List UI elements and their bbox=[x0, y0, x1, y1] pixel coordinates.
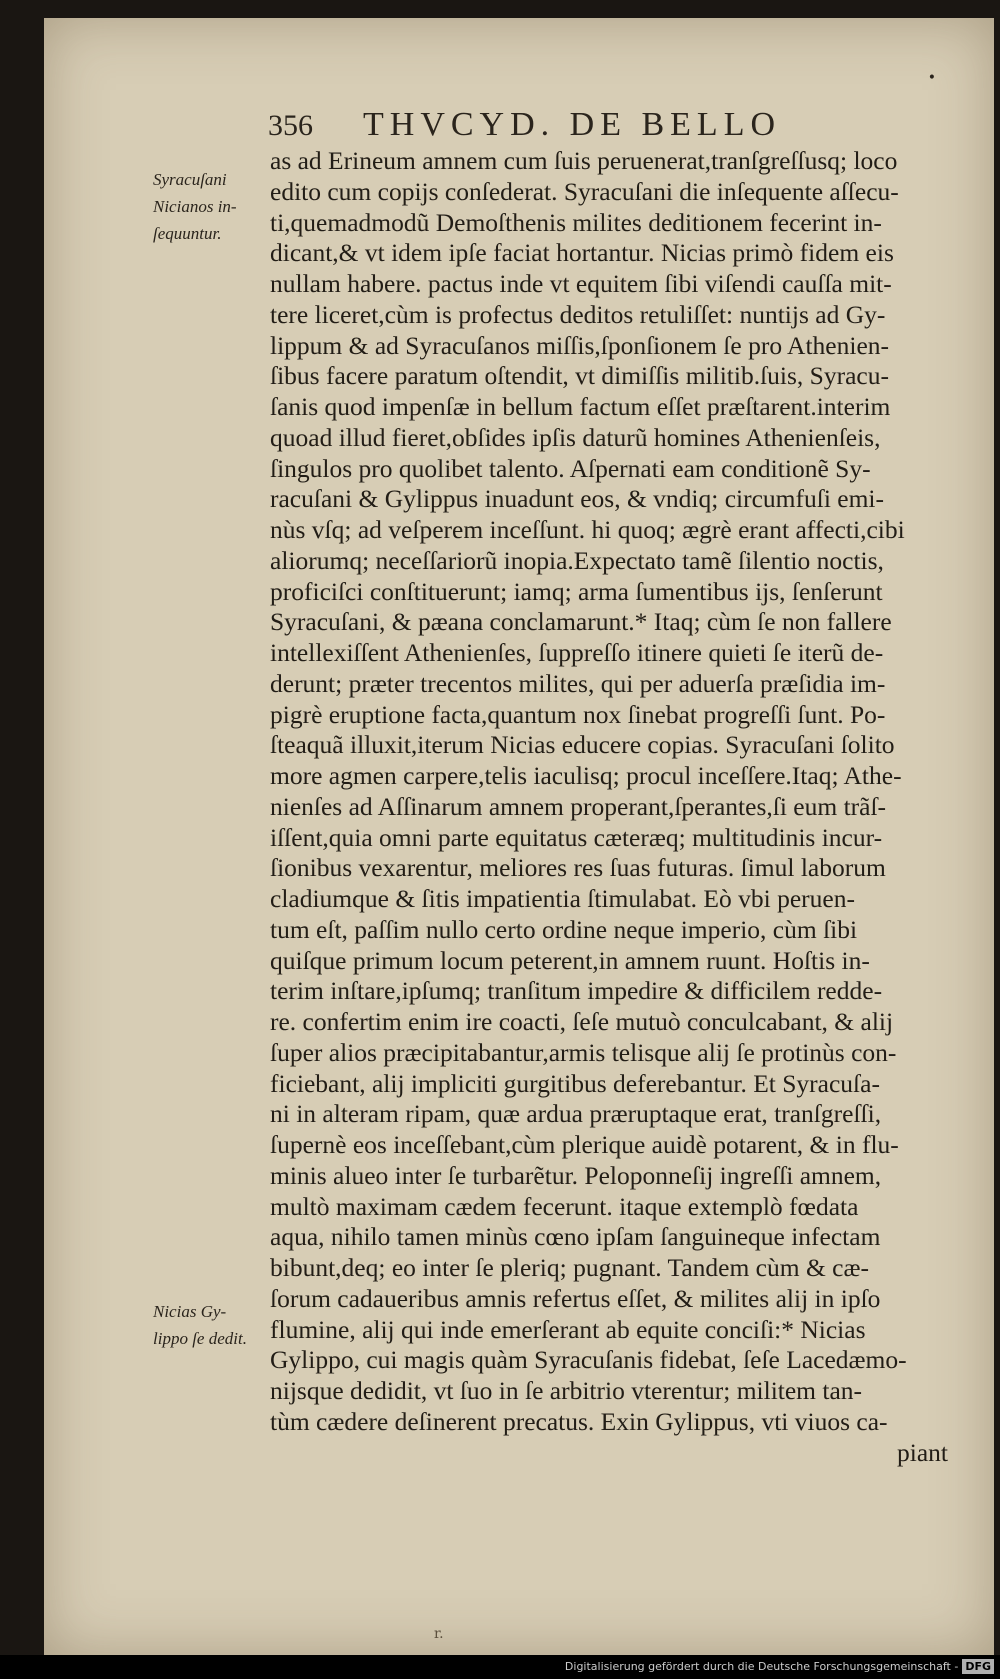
text-line: multò maximam cædem fecerunt. itaque extemplò fœdata bbox=[270, 1191, 859, 1221]
text-line: ficiebant, alij impliciti gurgitibus deferebantur. Et Syracuſa- bbox=[270, 1068, 880, 1098]
text-line: aliorumq; neceſſariorũ inopia.Expectato tamẽ ſilentio noctis, bbox=[270, 545, 884, 575]
text-line: terim inſtare,ipſumq; tranſitum impedire & difficilem redde- bbox=[270, 976, 883, 1006]
text-line: tere liceret,cùm is profectus deditos retuliſſet: nuntijs ad Gy- bbox=[270, 299, 886, 329]
dfg-logo: DFG bbox=[962, 1659, 994, 1674]
text-line: Syracuſani, & pæana conclamarunt.* Itaq; cùm ſe non fallere bbox=[270, 607, 892, 637]
text-line: tùm cædere deſinerent precatus. Exin Gylippus, vti viuos ca- bbox=[270, 1406, 888, 1436]
text-line: cladiumque & ſitis impatientia ſtimulabat. Eò vbi peruen- bbox=[270, 884, 855, 913]
text-line: nullam habere. pactus inde vt equitem ſibi viſendi cauſſa mit- bbox=[270, 269, 892, 298]
text-line: ſanis quod impenſæ in bellum factum eſſet præſtarent.interim bbox=[270, 392, 891, 421]
text-line: Gylippo, cui magis quàm Syracuſanis fidebat, ſeſe Lacedæmo- bbox=[270, 1345, 907, 1375]
text-line: as ad Erineum amnem cum ſuis peruenerat,tranſgreſſusq; loco bbox=[270, 146, 898, 175]
text-line: ſorum cadaueribus amnis refertus eſſet, & milites alij in ipſo bbox=[270, 1283, 881, 1313]
text-line: iſſent,quia omni parte equitatus cæteræq; multitudinis incur- bbox=[270, 822, 883, 852]
text-line: nienſes ad Aſſinarum amnem properant,ſperantes,ſi eum trãſ- bbox=[270, 791, 887, 821]
text-line: lippum & ad Syracuſanos miſſis,ſponſionem ſe pro Athenien- bbox=[270, 330, 889, 360]
text-line: tum eſt, paſſim nullo certo ordine neque imperio, cùm ſibi bbox=[270, 914, 858, 944]
top-mark: • bbox=[927, 70, 936, 86]
text-line: derunt; præter trecentos milites, qui per aduerſa præſidia im- bbox=[270, 668, 886, 698]
footer-mark: r. bbox=[434, 1626, 444, 1642]
margin-note-line: Syracuſani bbox=[153, 170, 227, 189]
book-page bbox=[44, 18, 994, 1656]
text-line: ſibus facere paratum oſtendit, vt dimiſſis militib.ſuis, Syracu- bbox=[270, 361, 889, 391]
margin-note-2 bbox=[153, 1298, 271, 1352]
text-line: minis alueo inter ſe turbarẽtur. Peloponneſij ingreſſi amnem, bbox=[270, 1160, 882, 1190]
digitization-banner bbox=[0, 1655, 1000, 1679]
page-number: 356 bbox=[268, 109, 313, 142]
text-line: intellexiſſent Athenienſes, ſuppreſſo itinere quieti ſe iterũ de- bbox=[270, 638, 884, 667]
text-line: quiſque primum locum peterent,in amnem ruunt. Hoſtis in- bbox=[270, 945, 870, 975]
text-line: edito cum copijs conſederat. Syracuſani die inſequente aſſecu- bbox=[270, 176, 899, 206]
text-line: nijsque dedidit, vt ſuo in ſe arbitrio vterentur; militem tan- bbox=[270, 1376, 863, 1405]
text-line: ni in alteram ripam, quæ ardua præruptaque erat, tranſgreſſi, bbox=[270, 1099, 882, 1129]
margin-note-line: Nicias Gy- bbox=[153, 1302, 227, 1321]
text-line: ſupernè eos inceſſebant,cùm plerique auidè potarent, & in flu- bbox=[270, 1130, 899, 1159]
text-line: ſionibus vexarentur, meliores res ſuas futuras. ſimul laborum bbox=[270, 853, 886, 883]
text-line: pigrè eruptione facta,quantum nox ſinebat progreſſi ſunt. Po- bbox=[270, 699, 886, 729]
text-line: dicant,& vt idem ipſe faciat hortantur. Nicias primò fidem eis bbox=[270, 238, 894, 268]
text-line: ſuper alios præcipitabantur,armis telisque alij ſe protinùs con- bbox=[270, 1037, 897, 1067]
running-title: THVCYD. DE BELLO bbox=[363, 106, 782, 143]
text-line: racuſani & Gylippus inuadunt eos, & vndiq; circumfuſi emi- bbox=[270, 484, 885, 514]
text-line: quoad illud fieret,obſides ipſis daturũ homines Athenienſeis, bbox=[270, 422, 881, 452]
text-line: nùs vſq; ad veſperem inceſſunt. hi quoq; ægrè erant affecti,cibi bbox=[270, 515, 905, 544]
margin-note-1 bbox=[153, 166, 271, 247]
body-text bbox=[270, 146, 1000, 1468]
text-line: piant bbox=[897, 1437, 948, 1467]
text-line: aqua, nihilo tamen minùs cœno ipſam ſanguineque infectam bbox=[270, 1222, 881, 1252]
text-line: bibunt,deq; eo inter ſe pleriq; pugnant. Tandem cùm & cæ- bbox=[270, 1253, 869, 1282]
margin-note-line: lippo ſe dedit. bbox=[153, 1329, 247, 1348]
text-line: ſingulos pro quolibet talento. Aſpernati eam conditionẽ Sy- bbox=[270, 453, 871, 483]
text-line: more agmen carpere,telis iaculisq; procul inceſſere.Itaq; Athe- bbox=[270, 761, 902, 790]
running-header bbox=[268, 106, 988, 144]
margin-note-line: Nicianos in- bbox=[153, 197, 237, 216]
text-line: re. confertim enim ire coacti, ſeſe mutuò conculcabant, & alij bbox=[270, 1007, 894, 1036]
text-line: flumine, alij qui inde emerſerant ab equite conciſi:* Nicias bbox=[270, 1314, 866, 1344]
banner-text: Digitalisierung gefördert durch die Deutsche Forschungsgemeinschaft - bbox=[564, 1660, 959, 1673]
text-line: ti,quemadmodũ Demoſthenis milites deditionem fecerint in- bbox=[270, 207, 882, 237]
text-line: proficiſci conſtituerunt; iamq; arma ſumentibus ijs, ſenſerunt bbox=[270, 576, 883, 606]
margin-note-line: ſequuntur. bbox=[153, 224, 222, 243]
text-line: ſteaquã illuxit,iterum Nicias educere copias. Syracuſani ſolito bbox=[270, 730, 895, 760]
